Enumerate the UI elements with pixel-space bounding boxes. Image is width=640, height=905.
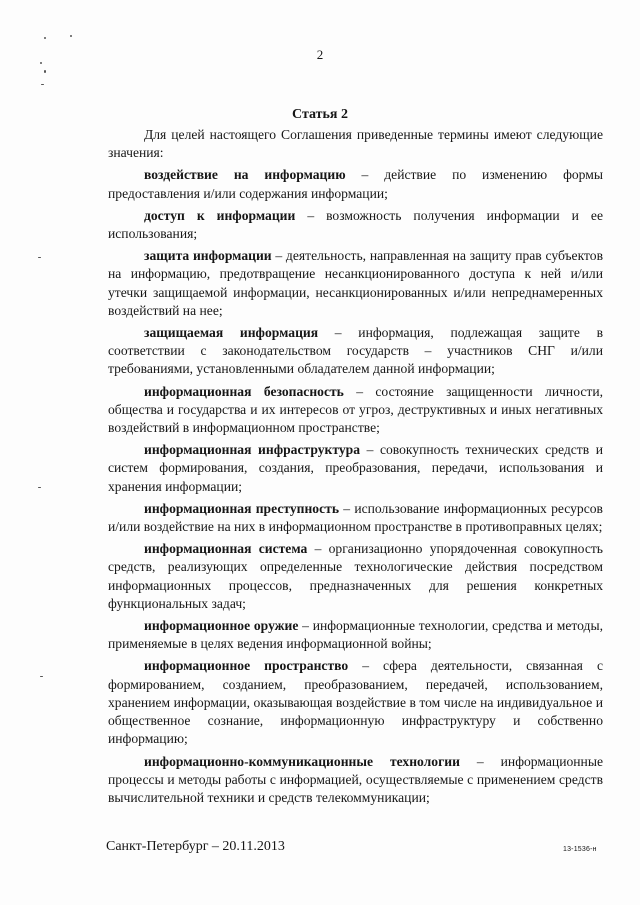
definition-term: защита информации [144,248,272,264]
definition-paragraph [108,657,603,748]
definition-text: – использование информационных ресурсов и/или воздействие на них в информационном пространстве в противоправных целях; [108,500,603,535]
definition-paragraph [108,383,603,438]
definition-term: информационная инфраструктура [144,442,360,458]
scan-speck [38,487,41,488]
definition-term: информационно-коммуникационные технологии [144,753,460,769]
scan-speck [44,37,46,39]
scan-speck [70,35,72,37]
scan-speck [40,676,43,677]
article-title: Статья 2 [292,107,348,122]
page-number: 2 [316,47,324,62]
definition-text: – состояние защищенности личности, общества и государства и их интересов от угроз, деструктивных и иных негативных воздействий в информационном пространстве; [108,383,603,436]
scan-speck [44,70,46,73]
footer-location-date: Санкт-Петербург – 20.11.2013 [106,839,285,854]
definition-paragraph [108,540,603,613]
definition-term: воздействие на информацию [144,167,346,183]
definition-text: – сфера деятельности, связанная с формированием, созданием, преобразованием, передачей, использованием, хранением информации, оказывающая воздействие в том числе на индивидуальное и общественное сознание, информационную инфраструктуру и собственно информацию; [108,658,603,747]
definition-text: – информационные технологии, средства и методы, применяемые в целях ведения информационной войны; [108,618,603,652]
scan-speck [41,84,44,85]
definition-paragraph [108,441,603,496]
definition-paragraph [108,617,603,653]
definition-text: – информация, подлежащая защите в соответствии с законодательством государств – участников СНГ и/или требованиями, установленными обладателем данной информации; [108,325,603,377]
scan-speck [38,257,41,258]
definition-term: защищаемая информация [144,325,319,341]
article-body [108,126,603,811]
definition-text: – организационно упорядоченная совокупность средств, реализующих определенные технологические действия посредством информационных процессов, предназначенных для решения конкретных функциональных задач; [108,541,603,611]
definition-term: информационная преступность [144,500,340,516]
definition-paragraph [108,500,603,536]
definition-term: информационное оружие [144,618,299,634]
definition-paragraph [108,207,603,243]
definition-term: доступ к информации [144,207,296,223]
definition-term: информационная безопасность [144,383,344,399]
definition-paragraph [108,753,603,808]
definition-term: информационная система [144,541,308,557]
definition-text: – деятельность, направленная на защиту прав субъектов на информацию, предотвращение несанкционированного доступа к ней и/или утечки защищаемой информации, несанкционированных и/или непреднамеренных воздействий на нее; [108,248,603,318]
definition-paragraph [108,324,603,379]
definition-text: – возможность получения информации и ее использования; [108,207,603,242]
footer-document-code: 13-1536-н [563,846,597,853]
definition-text: – информационные процессы и методы работы с информацией, осуществляемые с применением средств вычислительной техники и средств телекоммуникации; [108,753,603,805]
definition-text: – действие по изменению формы предоставления и/или содержания информации; [108,167,603,201]
definition-term: информационное пространство [144,658,349,674]
definition-paragraph [108,166,603,202]
article-intro: Для целей настоящего Соглашения приведенные термины имеют следующие значения: [108,127,603,161]
definition-text: – совокупность технических средств и систем формирования, создания, преобразования, передачи, использования и хранения информации; [108,442,603,494]
definition-paragraph [108,247,603,320]
